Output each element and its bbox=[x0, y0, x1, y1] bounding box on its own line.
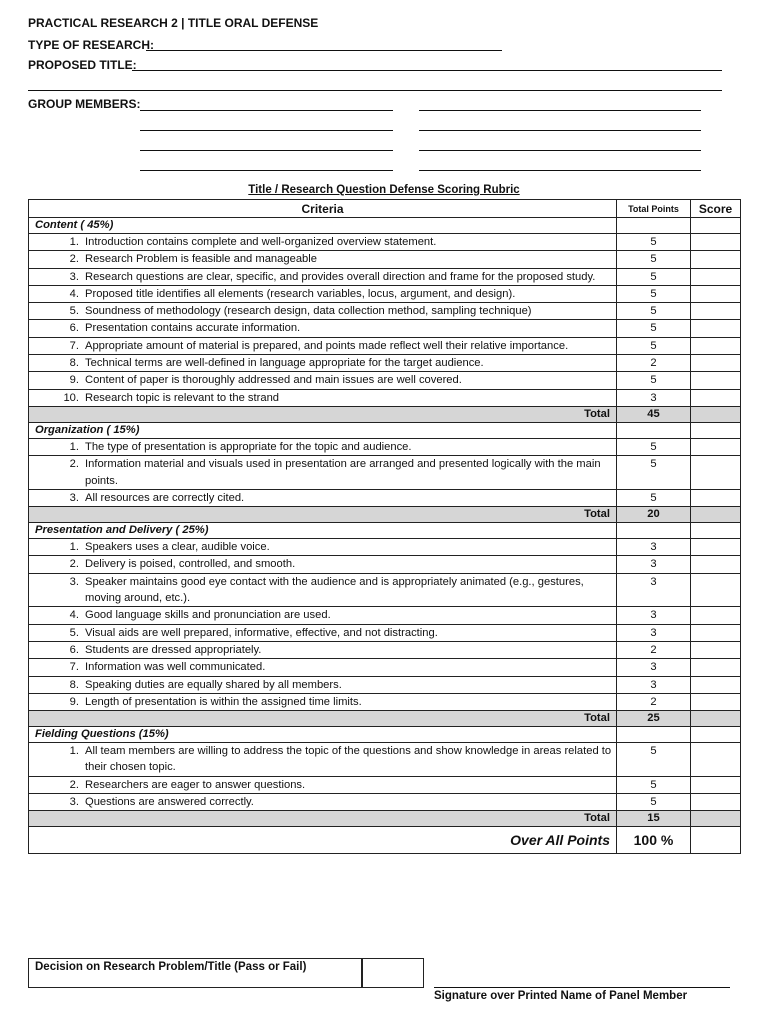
criterion-score-input[interactable] bbox=[691, 320, 741, 337]
criterion-points: 5 bbox=[617, 303, 691, 320]
section-name: Organization ( 15%) bbox=[29, 422, 617, 438]
group-members-label: GROUP MEMBERS: bbox=[28, 97, 141, 111]
criterion-text: Research Problem is feasible and manageable bbox=[85, 253, 317, 266]
section-total-points: 25 bbox=[617, 711, 691, 727]
criterion-cell bbox=[29, 489, 617, 506]
criterion-cell bbox=[29, 389, 617, 406]
criterion-text: Technical terms are well-defined in language appropriate for the target audience. bbox=[85, 357, 484, 370]
criterion-score-input[interactable] bbox=[691, 438, 741, 455]
signature-label: Signature over Printed Name of Panel Member bbox=[434, 990, 688, 1002]
criterion-cell bbox=[29, 539, 617, 556]
score-header: Score bbox=[691, 200, 741, 218]
criterion-points: 5 bbox=[617, 372, 691, 389]
proposed-title-line-2[interactable] bbox=[28, 90, 722, 91]
criterion-number: 8. bbox=[69, 678, 79, 691]
section-total-label: Total bbox=[29, 711, 617, 727]
criterion-text: Soundness of methodology (research design, data collection method, sampling technique) bbox=[85, 305, 532, 318]
criterion-cell bbox=[29, 320, 617, 337]
criterion-row bbox=[29, 320, 741, 337]
rubric-header-row bbox=[29, 200, 741, 218]
criterion-row bbox=[29, 693, 741, 710]
criterion-number: 6. bbox=[69, 322, 79, 335]
criterion-row bbox=[29, 607, 741, 624]
criterion-number: 10. bbox=[63, 391, 79, 404]
section-total-row bbox=[29, 711, 741, 727]
criterion-number: 1. bbox=[69, 440, 79, 453]
member-line-7[interactable] bbox=[140, 170, 393, 171]
section-total-points: 15 bbox=[617, 811, 691, 827]
criterion-row bbox=[29, 556, 741, 573]
member-line-6[interactable] bbox=[419, 150, 701, 151]
criterion-points: 5 bbox=[617, 320, 691, 337]
criterion-points: 5 bbox=[617, 337, 691, 354]
criterion-cell bbox=[29, 659, 617, 676]
criterion-row bbox=[29, 337, 741, 354]
criterion-cell bbox=[29, 641, 617, 658]
criterion-row bbox=[29, 641, 741, 658]
section-name: Content ( 45%) bbox=[29, 218, 617, 234]
criterion-text: Proposed title identifies all elements (research variables, locus, argument, and design). bbox=[85, 287, 516, 300]
criterion-score-input[interactable] bbox=[691, 456, 741, 490]
criterion-number: 3. bbox=[69, 575, 79, 588]
criterion-points: 2 bbox=[617, 641, 691, 658]
member-line-5[interactable] bbox=[140, 150, 393, 151]
type-of-research-line[interactable] bbox=[146, 50, 502, 51]
section-total-label: Total bbox=[29, 507, 617, 523]
criterion-score-input[interactable] bbox=[691, 743, 741, 777]
criterion-number: 3. bbox=[69, 796, 79, 809]
criterion-score-input[interactable] bbox=[691, 607, 741, 624]
scoring-rubric-table bbox=[28, 199, 741, 854]
criterion-cell bbox=[29, 456, 617, 490]
criterion-number: 2. bbox=[69, 253, 79, 266]
criterion-number: 7. bbox=[69, 661, 79, 674]
criterion-cell bbox=[29, 355, 617, 372]
criterion-score-input[interactable] bbox=[691, 303, 741, 320]
criterion-row bbox=[29, 456, 741, 490]
criterion-number: 7. bbox=[69, 339, 79, 352]
criterion-cell bbox=[29, 624, 617, 641]
criterion-text: Speakers uses a clear, audible voice. bbox=[85, 541, 270, 554]
criterion-score-input[interactable] bbox=[691, 251, 741, 268]
section-total-score[interactable] bbox=[691, 406, 741, 422]
member-line-4[interactable] bbox=[419, 130, 701, 131]
criterion-row bbox=[29, 539, 741, 556]
criterion-score-input[interactable] bbox=[691, 676, 741, 693]
section-score-cell[interactable] bbox=[691, 422, 741, 438]
criterion-points: 3 bbox=[617, 573, 691, 607]
criterion-points: 5 bbox=[617, 456, 691, 490]
section-row bbox=[29, 523, 741, 539]
criterion-number: 3. bbox=[69, 270, 79, 283]
criterion-text: Students are dressed appropriately. bbox=[85, 643, 262, 656]
criterion-points: 3 bbox=[617, 607, 691, 624]
criterion-number: 1. bbox=[69, 236, 79, 248]
criterion-score-input[interactable] bbox=[691, 776, 741, 793]
criterion-row bbox=[29, 234, 741, 251]
section-total-row bbox=[29, 507, 741, 523]
criterion-row bbox=[29, 573, 741, 607]
criterion-cell bbox=[29, 743, 617, 777]
criterion-text: Questions are answered correctly. bbox=[85, 796, 254, 809]
section-total-points: 45 bbox=[617, 406, 691, 422]
criterion-cell bbox=[29, 794, 617, 811]
criterion-points: 5 bbox=[617, 776, 691, 793]
criterion-text: Research questions are clear, specific, and provides overall direction and frame for the proposed study. bbox=[85, 270, 596, 283]
criterion-row bbox=[29, 438, 741, 455]
criterion-points: 3 bbox=[617, 556, 691, 573]
member-line-1[interactable] bbox=[140, 110, 393, 111]
criterion-points: 5 bbox=[617, 268, 691, 285]
criterion-text: Length of presentation is within the assigned time limits. bbox=[85, 695, 362, 708]
criterion-row bbox=[29, 251, 741, 268]
criterion-text: Good language skills and pronunciation are used. bbox=[85, 609, 331, 622]
criterion-cell bbox=[29, 438, 617, 455]
form-title: PRACTICAL RESEARCH 2 | TITLE ORAL DEFENSE bbox=[28, 16, 319, 30]
criterion-text: Presentation contains accurate information. bbox=[85, 322, 301, 335]
criterion-score-input[interactable] bbox=[691, 693, 741, 710]
criterion-score-input[interactable] bbox=[691, 268, 741, 285]
section-total-score[interactable] bbox=[691, 711, 741, 727]
criterion-row bbox=[29, 268, 741, 285]
type-of-research-label: TYPE OF RESEARCH: bbox=[28, 38, 155, 52]
criterion-score-input[interactable] bbox=[691, 624, 741, 641]
member-line-2[interactable] bbox=[419, 110, 701, 111]
section-row bbox=[29, 422, 741, 438]
criterion-points: 5 bbox=[617, 438, 691, 455]
section-total-row bbox=[29, 406, 741, 422]
criterion-cell bbox=[29, 372, 617, 389]
criterion-row bbox=[29, 355, 741, 372]
criterion-points: 3 bbox=[617, 539, 691, 556]
member-line-3[interactable] bbox=[140, 130, 393, 131]
overall-score[interactable] bbox=[691, 827, 741, 854]
criterion-number: 2. bbox=[69, 458, 79, 471]
overall-row bbox=[29, 827, 741, 854]
criterion-points: 2 bbox=[617, 693, 691, 710]
section-points-cell bbox=[617, 727, 691, 743]
criterion-score-input[interactable] bbox=[691, 285, 741, 302]
criterion-number: 8. bbox=[69, 357, 79, 370]
signature-line[interactable] bbox=[434, 987, 730, 988]
criterion-text: Appropriate amount of material is prepared, and points made reflect well their relative importance. bbox=[85, 339, 569, 352]
criterion-score-input[interactable] bbox=[691, 539, 741, 556]
criterion-points: 3 bbox=[617, 389, 691, 406]
overall-label: Over All Points bbox=[29, 827, 617, 854]
criterion-number: 2. bbox=[69, 558, 79, 571]
section-total-label: Total bbox=[29, 406, 617, 422]
criterion-cell bbox=[29, 285, 617, 302]
criterion-row bbox=[29, 624, 741, 641]
criterion-number: 4. bbox=[69, 609, 79, 622]
criterion-row bbox=[29, 743, 741, 777]
criterion-number: 1. bbox=[69, 745, 79, 758]
overall-points: 100 % bbox=[617, 827, 691, 854]
section-row bbox=[29, 727, 741, 743]
criterion-points: 5 bbox=[617, 794, 691, 811]
criterion-number: 2. bbox=[69, 778, 79, 791]
criterion-score-input[interactable] bbox=[691, 641, 741, 658]
total-points-header: Total Points bbox=[617, 200, 691, 218]
section-score-cell[interactable] bbox=[691, 727, 741, 743]
criterion-number: 1. bbox=[69, 541, 79, 554]
criterion-points: 2 bbox=[617, 355, 691, 372]
criterion-score-input[interactable] bbox=[691, 337, 741, 354]
criterion-cell bbox=[29, 251, 617, 268]
criterion-points: 5 bbox=[617, 285, 691, 302]
section-points-cell bbox=[617, 422, 691, 438]
criterion-number: 6. bbox=[69, 643, 79, 656]
criterion-number: 4. bbox=[69, 287, 79, 300]
criterion-score-input[interactable] bbox=[691, 573, 741, 607]
criterion-points: 3 bbox=[617, 676, 691, 693]
criterion-text: Information was well communicated. bbox=[85, 661, 266, 674]
criterion-row bbox=[29, 776, 741, 793]
section-total-label: Total bbox=[29, 811, 617, 827]
criterion-score-input[interactable] bbox=[691, 489, 741, 506]
criterion-score-input[interactable] bbox=[691, 372, 741, 389]
criterion-row bbox=[29, 794, 741, 811]
criterion-text: The type of presentation is appropriate for the topic and audience. bbox=[85, 440, 412, 453]
rubric-body bbox=[29, 218, 741, 854]
criterion-cell bbox=[29, 676, 617, 693]
criterion-cell bbox=[29, 234, 617, 251]
criterion-points: 5 bbox=[617, 251, 691, 268]
criterion-text: All resources are correctly cited. bbox=[85, 491, 245, 504]
criterion-number: 3. bbox=[69, 491, 79, 504]
criterion-row bbox=[29, 285, 741, 302]
criterion-row bbox=[29, 489, 741, 506]
section-points-cell bbox=[617, 218, 691, 234]
section-points-cell bbox=[617, 523, 691, 539]
criterion-row bbox=[29, 389, 741, 406]
criterion-points: 5 bbox=[617, 234, 691, 251]
section-total-points: 20 bbox=[617, 507, 691, 523]
criterion-text: Research topic is relevant to the strand bbox=[85, 391, 280, 404]
proposed-title-label: PROPOSED TITLE: bbox=[28, 58, 137, 72]
criterion-text: Information material and visuals used in presentation are arranged and presented logically with the main points. bbox=[85, 458, 601, 487]
section-row bbox=[29, 218, 741, 234]
criterion-cell bbox=[29, 556, 617, 573]
criterion-score-input[interactable] bbox=[691, 234, 741, 251]
criterion-points: 3 bbox=[617, 659, 691, 676]
section-name: Presentation and Delivery ( 25%) bbox=[29, 523, 617, 539]
criterion-score-input[interactable] bbox=[691, 659, 741, 676]
section-name: Fielding Questions (15%) bbox=[29, 727, 617, 743]
criterion-points: 5 bbox=[617, 743, 691, 777]
section-total-score[interactable] bbox=[691, 507, 741, 523]
criterion-score-input[interactable] bbox=[691, 794, 741, 811]
criterion-row bbox=[29, 676, 741, 693]
criterion-number: 5. bbox=[69, 305, 79, 318]
criterion-score-input[interactable] bbox=[691, 355, 741, 372]
section-total-row bbox=[29, 811, 741, 827]
decision-input-box[interactable] bbox=[362, 958, 424, 988]
criterion-text: Delivery is poised, controlled, and smooth. bbox=[85, 558, 296, 571]
criterion-cell bbox=[29, 268, 617, 285]
criterion-number: 9. bbox=[69, 695, 79, 708]
criterion-text: All team members are willing to address the topic of the questions and show knowledge in areas related to their chosen topic. bbox=[85, 745, 612, 774]
criterion-score-input[interactable] bbox=[691, 389, 741, 406]
criterion-cell bbox=[29, 607, 617, 624]
decision-label: Decision on Research Problem/Title (Pass or Fail) bbox=[28, 958, 362, 988]
criterion-text: Speaking duties are equally shared by all members. bbox=[85, 678, 342, 691]
criterion-cell bbox=[29, 573, 617, 607]
proposed-title-line[interactable] bbox=[132, 70, 722, 71]
criterion-row bbox=[29, 303, 741, 320]
criterion-score-input[interactable] bbox=[691, 556, 741, 573]
criterion-number: 9. bbox=[69, 374, 79, 387]
criteria-header: Criteria bbox=[29, 200, 617, 218]
criterion-cell bbox=[29, 776, 617, 793]
criterion-row bbox=[29, 659, 741, 676]
criterion-points: 3 bbox=[617, 624, 691, 641]
criterion-text: Speaker maintains good eye contact with the audience and is appropriately animated (e.g., gestures, moving around, etc.). bbox=[85, 575, 584, 605]
section-score-cell[interactable] bbox=[691, 218, 741, 234]
criterion-cell bbox=[29, 693, 617, 710]
criterion-row bbox=[29, 372, 741, 389]
criterion-cell bbox=[29, 303, 617, 320]
member-line-8[interactable] bbox=[419, 170, 701, 171]
criterion-number: 5. bbox=[69, 626, 79, 639]
criterion-text: Introduction contains complete and well-organized overview statement. bbox=[85, 236, 437, 248]
rubric-title: Title / Research Question Defense Scoring Rubric bbox=[248, 184, 520, 196]
section-total-score[interactable] bbox=[691, 811, 741, 827]
criterion-text: Visual aids are well prepared, informative, effective, and not distracting. bbox=[85, 626, 438, 639]
criterion-points: 5 bbox=[617, 489, 691, 506]
criterion-cell bbox=[29, 337, 617, 354]
criterion-text: Researchers are eager to answer questions. bbox=[85, 778, 306, 791]
criterion-text: Content of paper is thoroughly addressed and main issues are well covered. bbox=[85, 374, 462, 387]
section-score-cell[interactable] bbox=[691, 523, 741, 539]
